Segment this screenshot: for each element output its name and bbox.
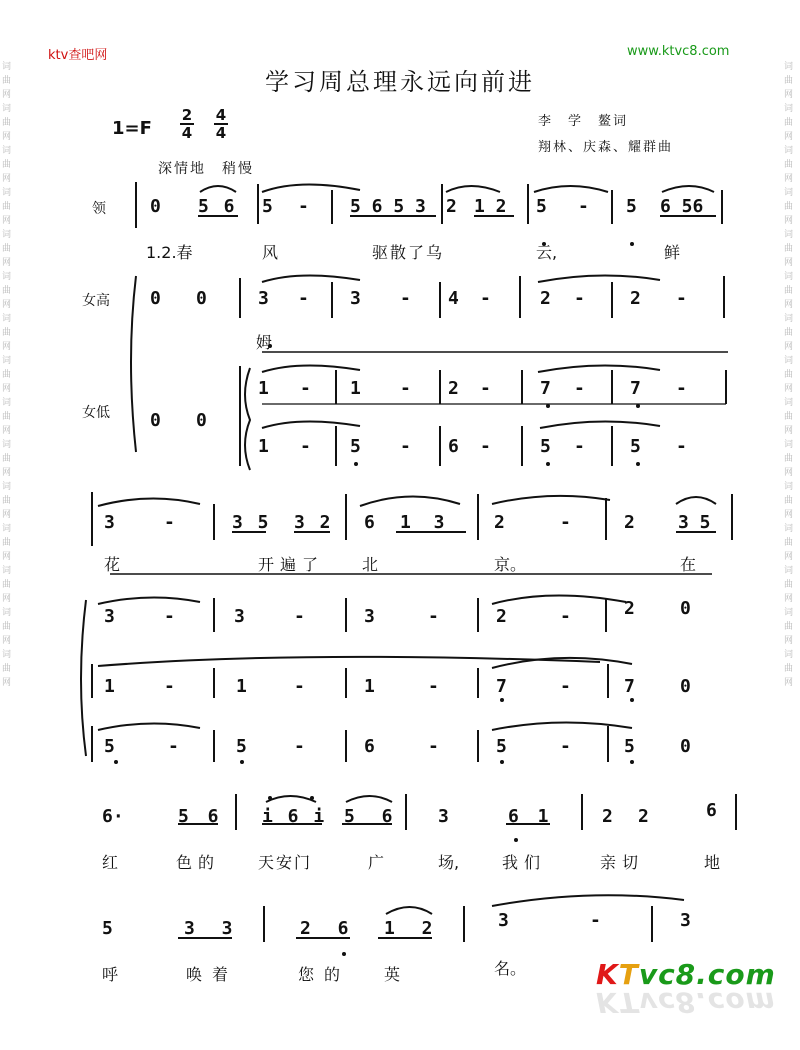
lyric: 亲切	[600, 853, 645, 872]
note: 3 5	[232, 512, 271, 533]
note: -	[480, 436, 491, 457]
lyric: 天安门	[258, 853, 313, 872]
note: 5 6	[178, 806, 223, 827]
logo-letter-t: T	[618, 958, 639, 991]
site-watermark-left[interactable]: ktv查吧网	[48, 48, 108, 63]
note: 2	[630, 288, 641, 309]
note: i 6 i	[262, 806, 327, 827]
note: 7	[630, 378, 641, 399]
note: 5	[496, 736, 507, 757]
note: -	[590, 910, 601, 931]
note: -	[428, 676, 439, 697]
note: 5	[630, 436, 641, 457]
lyric: 英	[384, 965, 401, 984]
lyric: 色的	[176, 853, 221, 872]
note: -	[294, 606, 305, 627]
note: 5	[536, 196, 547, 217]
logo-rest: vc8.com	[638, 958, 776, 991]
note: 6	[364, 512, 375, 533]
note: -	[676, 288, 687, 309]
note: 0	[680, 736, 691, 757]
note: 2	[624, 512, 635, 533]
note: 5	[262, 196, 273, 217]
part-label-alto: 女低	[82, 405, 110, 421]
note: 6·	[102, 806, 124, 827]
note: 2	[496, 606, 507, 627]
note: 3	[680, 910, 691, 931]
side-watermark-left: 词曲网词曲网词曲网词曲网词曲网词曲网词曲网词曲网词曲网词曲网词曲网词曲网词曲网词曲网词曲网	[2, 62, 12, 688]
note: -	[400, 436, 411, 457]
note: 3	[364, 606, 375, 627]
note: -	[294, 736, 305, 757]
note: 0	[196, 410, 207, 431]
note: 2 6	[300, 918, 357, 939]
lyric: 红	[102, 853, 119, 872]
note: -	[298, 196, 309, 217]
note: 7	[624, 676, 635, 697]
note: 1 2	[474, 196, 507, 217]
note: 5 6	[198, 196, 237, 217]
note: 1	[236, 676, 247, 697]
note: -	[300, 436, 311, 457]
note: -	[560, 606, 571, 627]
note: 5	[540, 436, 551, 457]
note: 2	[448, 378, 459, 399]
lyric: 1.2.春	[146, 243, 193, 262]
note: 5 6	[344, 806, 401, 827]
note: -	[400, 378, 411, 399]
note: 6 1	[508, 806, 553, 827]
lyric: 在	[680, 555, 697, 574]
note: -	[560, 736, 571, 757]
note: -	[480, 288, 491, 309]
note: -	[676, 436, 687, 457]
lyric: 场,	[438, 853, 460, 872]
site-watermark-right[interactable]: www.ktvc8.com	[627, 44, 730, 59]
note: -	[574, 378, 585, 399]
hum-syllable: 姆	[256, 333, 273, 352]
note: 6	[706, 800, 717, 821]
lyric: 您的	[298, 965, 351, 984]
note: -	[400, 288, 411, 309]
note: 0	[680, 598, 691, 619]
note: 3	[104, 512, 115, 533]
logo-letter-k: K	[596, 958, 619, 991]
note: 3	[498, 910, 509, 931]
note: 4	[448, 288, 459, 309]
lyric: 京。	[494, 555, 527, 574]
note: 2	[602, 806, 613, 827]
lyric: 名。	[494, 959, 527, 978]
part-label-lead: 领	[92, 201, 106, 217]
lyric: 花	[104, 555, 121, 574]
lyric: 唤着	[186, 965, 239, 984]
note: 3 2	[294, 512, 333, 533]
note: 3	[350, 288, 361, 309]
lyric: 广	[368, 853, 385, 872]
note: -	[574, 436, 585, 457]
note: -	[298, 288, 309, 309]
note: 6	[364, 736, 375, 757]
lyric: 呼	[102, 965, 119, 984]
song-title: 学习周总理永远向前进	[265, 68, 535, 96]
side-watermark-right: 词曲网词曲网词曲网词曲网词曲网词曲网词曲网词曲网词曲网词曲网词曲网词曲网词曲网词曲网词曲网	[784, 62, 794, 688]
note: 2	[638, 806, 649, 827]
note: -	[560, 676, 571, 697]
part-label-soprano: 女高	[82, 293, 110, 309]
note: 2	[494, 512, 505, 533]
note: -	[294, 676, 305, 697]
note: 5	[624, 736, 635, 757]
note: 3	[438, 806, 449, 827]
note: -	[480, 378, 491, 399]
note: 0	[150, 288, 161, 309]
note: 0	[680, 676, 691, 697]
note: 3	[234, 606, 245, 627]
lyric: 北	[362, 555, 379, 574]
lyric: 开遍了	[258, 555, 325, 574]
note: -	[428, 736, 439, 757]
note: -	[168, 736, 179, 757]
note: -	[574, 288, 585, 309]
note: 7	[540, 378, 551, 399]
note: 2	[624, 598, 635, 619]
lyricist-credit: 李 学 鳌词	[538, 114, 629, 129]
note: -	[428, 606, 439, 627]
note: 1 2	[384, 918, 441, 939]
lyric: 驱散了乌	[372, 243, 445, 262]
note: 1 3	[400, 512, 451, 533]
note: 5 6 5 3	[350, 196, 426, 217]
note: -	[676, 378, 687, 399]
tempo-marking: 深情地 稍慢	[158, 161, 254, 177]
note: 2	[540, 288, 551, 309]
note: 5	[104, 736, 115, 757]
site-logo-reflection: KTvc8.com	[596, 986, 776, 1019]
note: -	[164, 512, 175, 533]
lyric: 云,	[536, 243, 558, 262]
lyric: 我们	[502, 853, 547, 872]
note: -	[560, 512, 571, 533]
note: -	[300, 378, 311, 399]
meter1-denominator: 4	[181, 124, 193, 142]
note: 5	[626, 196, 637, 217]
note: 0	[196, 288, 207, 309]
note: 6 56	[660, 196, 704, 217]
note: 1	[258, 436, 269, 457]
lyric: 鲜	[664, 243, 681, 262]
note: 3	[104, 606, 115, 627]
note: 6	[448, 436, 459, 457]
note: 0	[150, 410, 161, 431]
lyric: 风	[262, 243, 279, 262]
note: 3 3	[184, 918, 241, 939]
meter1-numerator: 2	[181, 106, 193, 124]
note: -	[578, 196, 589, 217]
note: -	[164, 676, 175, 697]
key-signature: 1=F	[112, 118, 152, 139]
note: 5	[236, 736, 247, 757]
note: 5	[102, 918, 113, 939]
note: -	[164, 606, 175, 627]
note: 1	[364, 676, 375, 697]
note: 1	[350, 378, 361, 399]
lyric: 地	[704, 853, 721, 872]
note: 2	[446, 196, 457, 217]
note: 1	[104, 676, 115, 697]
composer-credit: 翔林、庆森、耀群曲	[538, 140, 674, 155]
note: 3	[258, 288, 269, 309]
note: 5	[350, 436, 361, 457]
note: 3 5	[678, 512, 711, 533]
note: 1	[258, 378, 269, 399]
meter2-denominator: 4	[215, 124, 227, 142]
meter2-numerator: 4	[215, 106, 227, 124]
note: 0	[150, 196, 161, 217]
note: 7	[496, 676, 507, 697]
